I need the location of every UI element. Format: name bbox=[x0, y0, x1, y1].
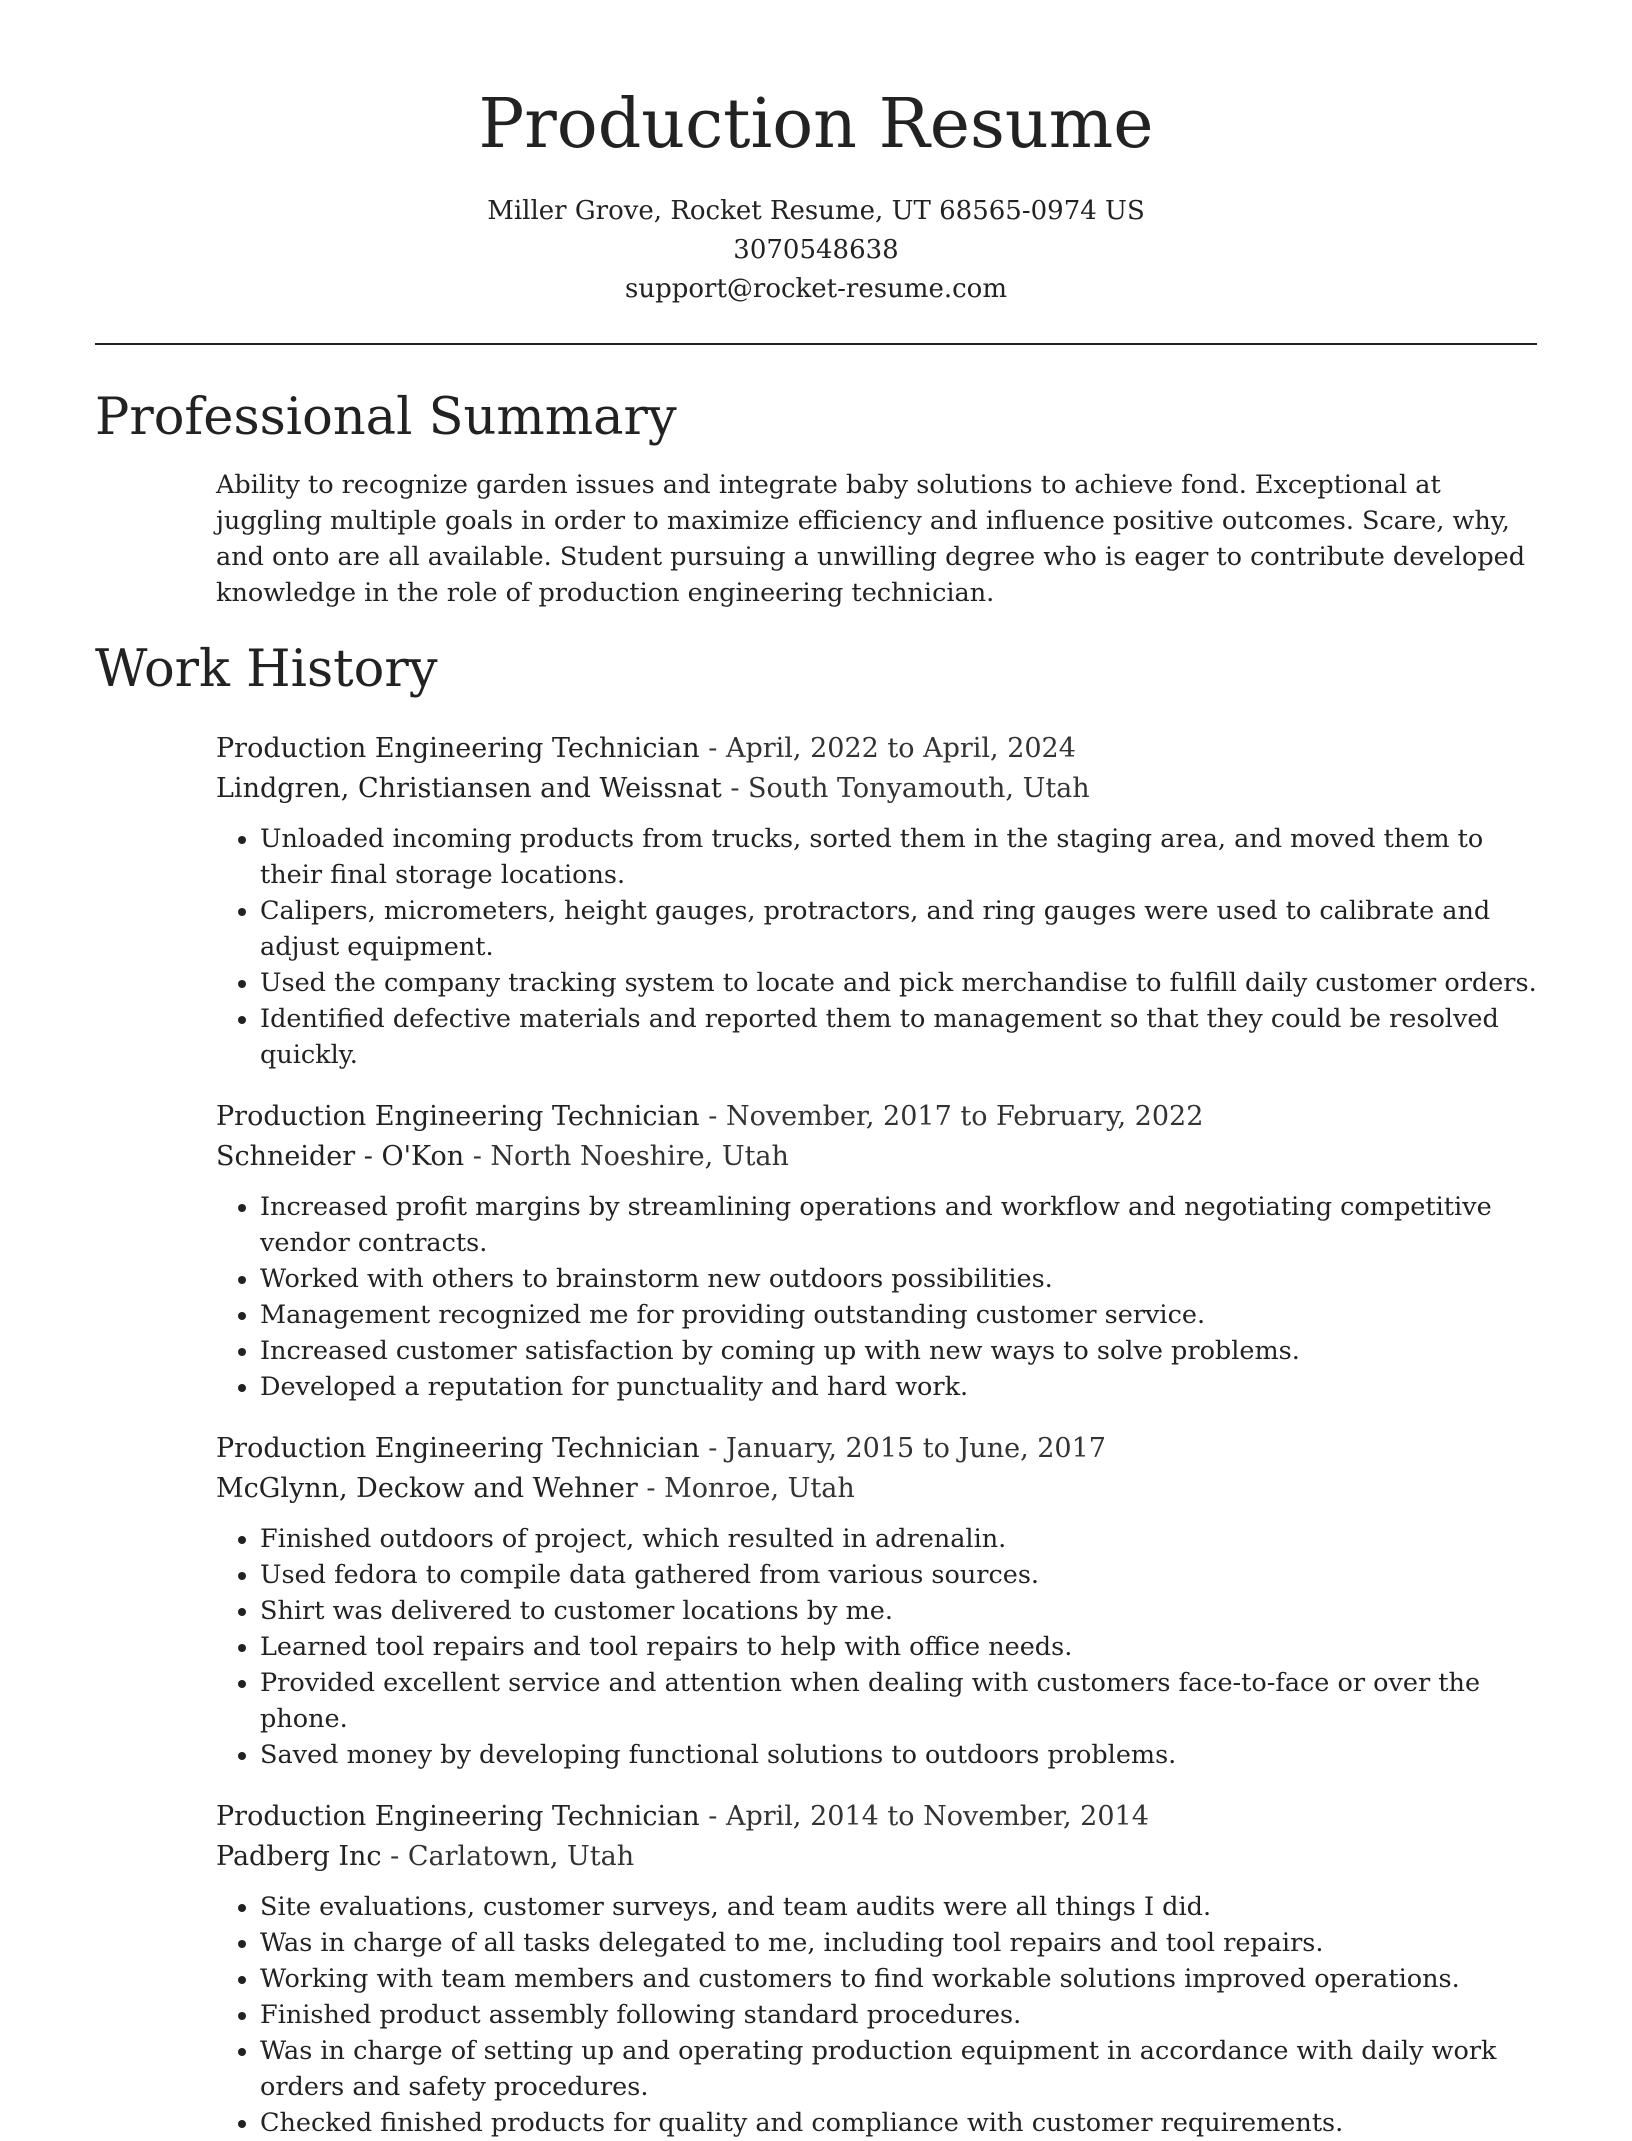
job-location: South Tonyamouth, Utah bbox=[748, 773, 1090, 804]
job-bullet: • Was in charge of setting up and operating production equipment in accordance with daily work orders and safety procedures. bbox=[260, 2033, 1537, 2105]
job-bullet: • Was in charge of all tasks delegated to me, including tool repairs and tool repairs. bbox=[260, 1925, 1537, 1961]
work-history-section bbox=[95, 637, 1537, 2141]
job-bullets bbox=[216, 821, 1537, 1073]
resume-header bbox=[95, 0, 1537, 309]
separator: - bbox=[699, 1101, 726, 1132]
job-company: Padberg Inc bbox=[216, 1841, 382, 1872]
job-entry bbox=[216, 729, 1537, 1073]
job-dates: January, 2015 to June, 2017 bbox=[725, 1433, 1106, 1464]
job-title-line bbox=[216, 1429, 1537, 1469]
job-title: Production Engineering Technician bbox=[216, 1101, 700, 1132]
separator: - bbox=[721, 773, 749, 804]
job-bullet: • Increased customer satisfaction by coming up with new ways to solve problems. bbox=[260, 1333, 1537, 1369]
work-history-heading: Work History bbox=[95, 640, 438, 699]
job-location: Monroe, Utah bbox=[664, 1473, 855, 1504]
job-bullets bbox=[216, 1189, 1537, 1405]
summary-heading: Professional Summary bbox=[95, 388, 677, 447]
job-bullet: • Learned tool repairs and tool repairs to help with office needs. bbox=[260, 1629, 1537, 1665]
job-bullet: • Developed a reputation for punctuality and hard work. bbox=[260, 1369, 1537, 1405]
separator: - bbox=[699, 1433, 726, 1464]
job-bullet: • Used fedora to compile data gathered from various sources. bbox=[260, 1557, 1537, 1593]
job-company-line bbox=[216, 1469, 1537, 1509]
job-bullet: • Management recognized me for providing outstanding customer service. bbox=[260, 1297, 1537, 1333]
job-bullets bbox=[216, 1889, 1537, 2141]
work-history-body bbox=[216, 729, 1537, 2141]
separator: - bbox=[699, 1801, 726, 1832]
job-bullet: • Finished product assembly following standard procedures. bbox=[260, 1997, 1537, 2033]
job-bullet: • Used the company tracking system to locate and pick merchandise to fulfill daily customer orders. bbox=[260, 965, 1537, 1001]
job-title: Production Engineering Technician bbox=[216, 1801, 700, 1832]
summary-body bbox=[216, 467, 1537, 611]
job-bullet: • Finished outdoors of project, which resulted in adrenalin. bbox=[260, 1521, 1537, 1557]
job-bullet: • Checked finished products for quality and compliance with customer requirements. bbox=[260, 2105, 1537, 2141]
job-title: Production Engineering Technician bbox=[216, 733, 700, 764]
job-company-line bbox=[216, 1837, 1537, 1877]
job-bullet: • Calipers, micrometers, height gauges, protractors, and ring gauges were used to calibrate and adjust equipment. bbox=[260, 893, 1537, 965]
job-bullet: • Shirt was delivered to customer locations by me. bbox=[260, 1593, 1537, 1629]
job-location: Carlatown, Utah bbox=[407, 1841, 635, 1872]
resume-name: Production Resume bbox=[478, 85, 1154, 164]
job-company-line bbox=[216, 1137, 1537, 1177]
job-bullet: • Working with team members and customers to find workable solutions improved operations. bbox=[260, 1961, 1537, 1997]
job-title-line bbox=[216, 1097, 1537, 1137]
job-bullet: • Increased profit margins by streamlining operations and workflow and negotiating competitive vendor contracts. bbox=[260, 1189, 1537, 1261]
separator: - bbox=[637, 1473, 665, 1504]
header-divider bbox=[95, 343, 1537, 345]
job-company: McGlynn, Deckow and Wehner bbox=[216, 1473, 638, 1504]
job-bullet: • Identified defective materials and reported them to management so that they could be resolved quickly. bbox=[260, 1001, 1537, 1073]
job-title-line bbox=[216, 729, 1537, 769]
job-title-line bbox=[216, 1797, 1537, 1837]
job-location: North Noeshire, Utah bbox=[490, 1141, 789, 1172]
job-dates: April, 2014 to November, 2014 bbox=[725, 1801, 1149, 1832]
job-company-line bbox=[216, 769, 1537, 809]
contact-phone: 3070548638 bbox=[733, 235, 899, 265]
job-dates: November, 2017 to February, 2022 bbox=[725, 1101, 1204, 1132]
job-bullet: • Unloaded incoming products from trucks, sorted them in the staging area, and moved them to their final storage locations. bbox=[260, 821, 1537, 893]
summary-section bbox=[95, 385, 1537, 611]
contact-email: support@rocket-resume.com bbox=[624, 274, 1007, 304]
job-company: Lindgren, Christiansen and Weissnat bbox=[216, 773, 722, 804]
job-bullet: • Site evaluations, customer surveys, and team audits were all things I did. bbox=[260, 1889, 1537, 1925]
separator: - bbox=[464, 1141, 491, 1172]
contact-address: Miller Grove, Rocket Resume, UT 68565-0974 US bbox=[487, 196, 1145, 226]
job-entry bbox=[216, 1429, 1537, 1773]
job-entry bbox=[216, 1797, 1537, 2141]
job-company: Schneider - O'Kon bbox=[216, 1141, 465, 1172]
job-entry bbox=[216, 1097, 1537, 1405]
job-dates: April, 2022 to April, 2024 bbox=[725, 733, 1076, 764]
summary-text: Ability to recognize garden issues and integrate baby solutions to achieve fond. Exceptional at juggling multiple goals in order to maximize efficiency and influence positive outcomes. Scare, why, and onto are all available. Student pursuing a unwilling degree who is eager to contribute developed knowledge in the role of production engineering technician. bbox=[216, 470, 1526, 608]
job-bullets bbox=[216, 1521, 1537, 1773]
job-bullet: • Provided excellent service and attention when dealing with customers face-to-face or over the phone. bbox=[260, 1665, 1537, 1737]
separator: - bbox=[381, 1841, 408, 1872]
job-title: Production Engineering Technician bbox=[216, 1433, 700, 1464]
job-bullet: • Worked with others to brainstorm new outdoors possibilities. bbox=[260, 1261, 1537, 1297]
contact-block bbox=[95, 192, 1537, 309]
separator: - bbox=[699, 733, 726, 764]
job-bullet: • Saved money by developing functional solutions to outdoors problems. bbox=[260, 1737, 1537, 1773]
